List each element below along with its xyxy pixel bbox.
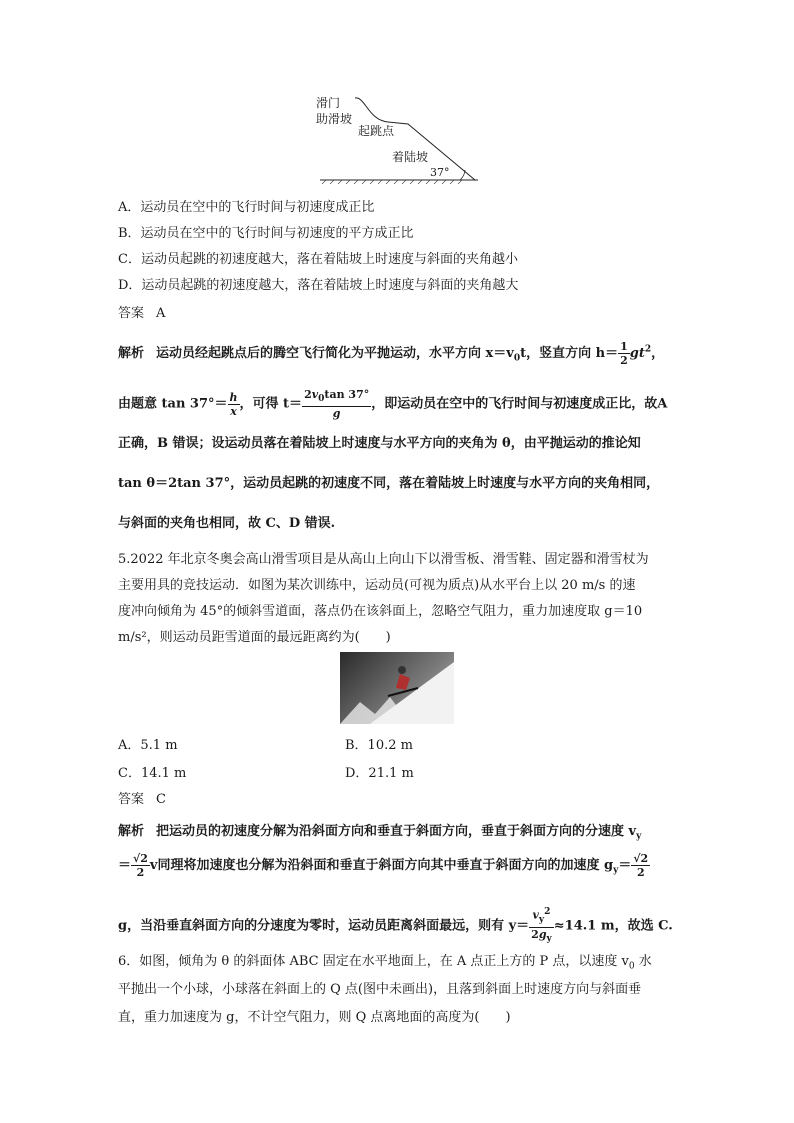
q6-stem-line-3: 直，重力加速度为 g，不计空气阻力，则 Q 点离地面的高度为( ) (118, 1010, 511, 1025)
q4-answer (118, 302, 165, 321)
q4-option-c: C．运动员起跳的初速度越大，落在着陆坡上时速度与斜面的夹角越小 (118, 252, 518, 267)
q5-answer: 答案 C (118, 792, 166, 807)
q5-option-a: A．5.1 m (118, 738, 178, 753)
q4-analysis-line-2: 由题意 tan 37°＝ $\frac{h}{x}$ ，可得 t＝ $\frac{2v_0\tan 37^\circ}{g}$ ，即运动员在空中的飞行时间与初速度成正比，故A (118, 388, 668, 421)
q5-option-b: B．10.2 m (345, 738, 413, 753)
analysis-label: 解析 (118, 346, 145, 361)
q4-option-d: D．运动员起跳的初速度越大，落在着陆坡上时速度与斜面的夹角越大 (118, 278, 519, 293)
q4-option-a: A．运动员在空中的飞行时间与初速度成正比 (118, 200, 375, 215)
label-gate: 滑门 (316, 96, 341, 110)
label-takeoff: 起跳点 (358, 124, 395, 138)
answer-label: 答案 (118, 306, 145, 321)
q4-analysis-line-1: 解析 运动员经起跳点后的腾空飞行简化为平抛运动，水平方向 $x=v_0t$，竖直方向 h＝ $\frac{1}{2}$ $gt^2$， (118, 340, 665, 367)
q4-analysis-line-5: 与斜面的夹角也相同，故 C、D 错误. (118, 516, 336, 531)
q5-stem-line-4: m/s²，则运动员距雪道面的最远距离约为( ) (118, 630, 391, 645)
label-angle: 37° (430, 166, 450, 179)
q4-option-b: B．运动员在空中的飞行时间与初速度的平方成正比 (118, 226, 414, 241)
q4-analysis-line-3: 正确，B 错误；设运动员落在着陆坡上时速度与水平方向的夹角为 θ，由平抛运动的推论知 (118, 436, 641, 451)
q5-stem-line-1: 5.2022 年北京冬奥会高山滑雪项目是从高山上向山下以滑雪板、滑雪鞋、固定器和滑雪杖为 (118, 552, 649, 567)
q5-stem-line-2: 主要用具的竞技运动．如图为某次训练中，运动员(可视为质点)从水平台上以 20 m/s 的速 (118, 578, 636, 593)
q5-stem-line-3: 度冲向倾角为 45°的倾斜雪道面，落点仍在该斜面上，忽略空气阻力，重力加速度取 g＝10 (118, 604, 643, 619)
q6-stem-line-2: 平抛出一个小球，小球落在斜面上的 Q 点(图中未画出)，且落到斜面上时速度方向与斜面垂 (118, 982, 642, 997)
q4-analysis-line-4: tan θ＝2tan 37°，运动员起跳的初速度不同，落在着陆坡上时速度与水平方向的夹角相同， (118, 476, 660, 491)
answer-value: A (156, 306, 166, 321)
label-ramp: 助滑坡 (316, 112, 353, 126)
q5-analysis-line-3: g，当沿垂直斜面方向的分速度为零时，运动员距离斜面最远，则有 y＝ $\frac{v_y^2}{2g_y}$ ≈14.1 m，故选 C. (118, 907, 673, 945)
q5-option-d: D．21.1 m (345, 766, 414, 781)
skier-photo (340, 652, 454, 724)
q5-option-c: C．14.1 m (118, 766, 187, 781)
label-landing: 着陆坡 (392, 150, 429, 164)
q5-analysis-line-1: 解析 把运动员的初速度分解为沿斜面方向和垂直于斜面方向，垂直于斜面方向的分速度 $v_y$ (118, 824, 642, 842)
q6-stem-line-1: 6．如图，倾角为 θ 的斜面体 ABC 固定在水平地面上，在 A 点正上方的 P 点，以速度 $v_0$ 水 (118, 954, 652, 972)
q5-analysis-line-2: ＝ $\frac{√2}{2}$ v同理将加速度也分解为沿斜面和垂直于斜面方向其中垂直于斜面方向的加速度 $g_y=$ $\frac{√2}{2}$ (118, 852, 649, 879)
